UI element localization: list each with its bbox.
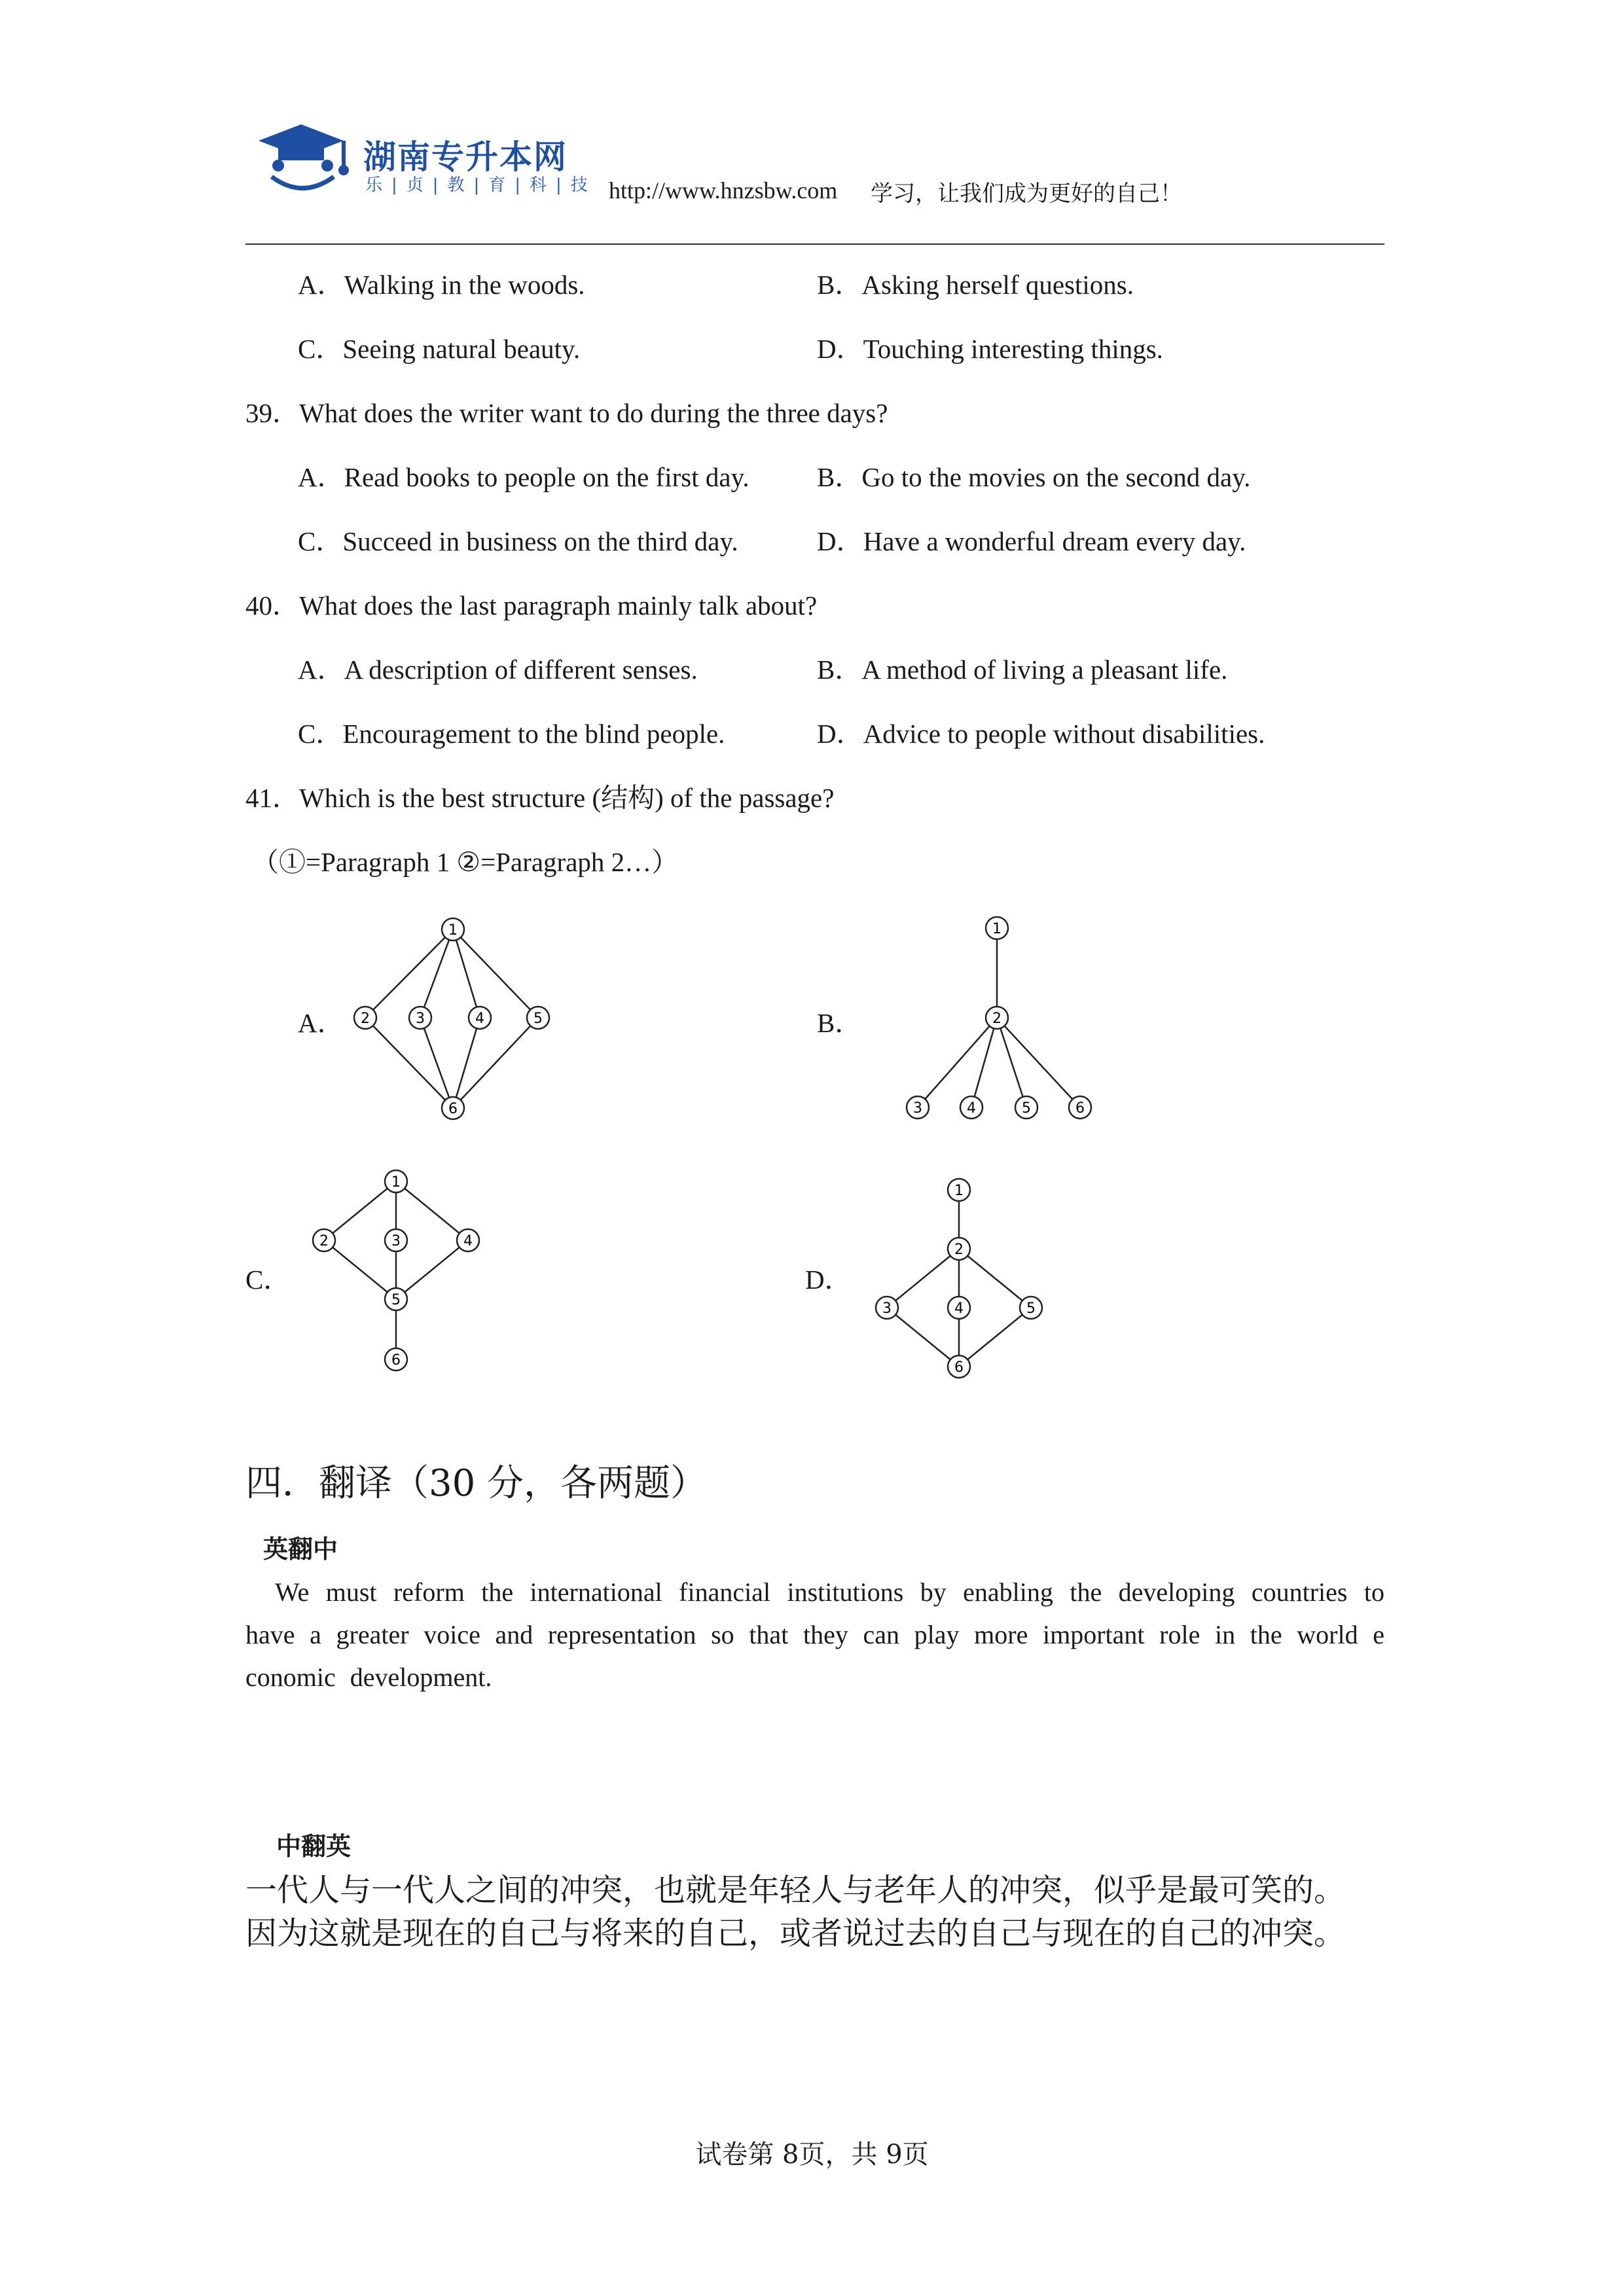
cn-to-en-line-2: 因为这就是现在的自己与将来的自己，或者说过去的自己与现在的自己的冲突。 (245, 1915, 1346, 1952)
cn-to-en-line-1: 一代人与一代人之间的冲突，也就是年轻人与老年人的冲突，似乎是最可笑的。 (245, 1872, 1346, 1909)
node-5 (1020, 1297, 1042, 1319)
node-4 (960, 1096, 983, 1119)
q41-label-b: B． (817, 1008, 862, 1038)
q38-option-d: D．Touching interesting things. (817, 334, 1163, 364)
node-1 (442, 918, 464, 941)
node-4 (457, 1229, 479, 1251)
en-to-cn-heading: 英翻中 (263, 1535, 338, 1564)
structure-diagram-d (857, 1172, 1054, 1394)
header-divider (245, 243, 1384, 245)
node-6 (385, 1348, 407, 1371)
svg-text:2: 2 (361, 1011, 370, 1027)
q40-option-a: A．A description of different senses. (298, 655, 698, 685)
node-3 (409, 1007, 431, 1029)
node-6 (948, 1355, 970, 1378)
svg-text:6: 6 (391, 1352, 401, 1369)
svg-text:3: 3 (416, 1011, 425, 1027)
page-footer: 试卷第 8页，共 9页 (695, 2140, 929, 2170)
section-title: 四．翻译（30 分，各两题） (245, 1462, 708, 1505)
svg-text:5: 5 (391, 1292, 401, 1308)
structure-diagram-b (897, 910, 1106, 1132)
q39-option-b: B．Go to the movies on the second day. (817, 462, 1251, 492)
q38-option-c: C．Seeing natural beauty. (298, 334, 581, 364)
svg-text:2: 2 (319, 1233, 329, 1249)
node-1 (948, 1179, 970, 1201)
svg-text:6: 6 (448, 1101, 458, 1117)
node-5 (385, 1288, 407, 1310)
logo-text: 湖南专升本网 (363, 138, 568, 176)
logo-subtitle: 乐|贞|教|育|科|技 (365, 175, 597, 195)
svg-text:4: 4 (463, 1233, 473, 1249)
q40-stem: 40．What does the last paragraph mainly talk about? (245, 590, 818, 620)
svg-text:4: 4 (954, 1300, 964, 1317)
svg-text:1: 1 (992, 921, 1001, 937)
node-2 (986, 1007, 1008, 1029)
node-6 (1069, 1096, 1091, 1119)
header-url: http://www.hnzsbw.com (609, 177, 838, 204)
svg-text:2: 2 (992, 1011, 1001, 1027)
q40-option-b: B．A method of living a pleasant life. (817, 655, 1228, 685)
node-5 (1015, 1096, 1038, 1119)
node-4 (948, 1297, 970, 1319)
node-2 (948, 1238, 970, 1260)
svg-text:4: 4 (475, 1011, 484, 1027)
node-1 (986, 917, 1008, 939)
node-3 (907, 1096, 929, 1119)
q38-option-b: B．Asking herself questions. (817, 270, 1134, 300)
svg-text:3: 3 (882, 1300, 892, 1317)
svg-text:3: 3 (391, 1233, 401, 1249)
q40-option-c: C．Encouragement to the blind people. (298, 719, 725, 749)
svg-text:5: 5 (533, 1011, 543, 1027)
structure-diagram-c (295, 1162, 491, 1384)
svg-text:5: 5 (1026, 1300, 1036, 1317)
svg-text:2: 2 (954, 1242, 964, 1258)
node-5 (527, 1007, 549, 1029)
node-3 (385, 1229, 407, 1251)
q39-option-c: C．Succeed in business on the third day. (298, 526, 738, 556)
q41-label-c: C． (245, 1265, 291, 1295)
q38-option-a: A．Walking in the woods. (298, 270, 585, 300)
svg-text:1: 1 (954, 1183, 964, 1199)
node-6 (442, 1097, 464, 1119)
svg-text:6: 6 (1075, 1100, 1085, 1117)
svg-text:6: 6 (954, 1359, 964, 1376)
cn-to-en-text (245, 1869, 1398, 1955)
svg-text:5: 5 (1022, 1100, 1031, 1117)
q41-label-d: D． (805, 1265, 852, 1295)
node-2 (354, 1007, 376, 1029)
structure-diagram-a (340, 910, 563, 1132)
svg-text:3: 3 (913, 1100, 922, 1117)
en-to-cn-text: We must reform the international financial institutions by enabling the developing countries to have a greater voice and representation so that they can play more important role in the world economic development. (245, 1577, 1384, 1692)
node-3 (876, 1297, 898, 1319)
q41-note: （①=Paragraph 1 ②=Paragraph 2…） (252, 847, 679, 877)
logo-icon (252, 121, 360, 196)
svg-text:1: 1 (448, 922, 458, 939)
svg-text:1: 1 (391, 1174, 401, 1191)
q41-stem: 41．Which is the best structure (结构) of the passage? (245, 783, 835, 813)
node-4 (469, 1007, 491, 1029)
cn-to-en-heading: 中翻英 (276, 1832, 352, 1861)
q39-option-d: D．Have a wonderful dream every day. (817, 526, 1246, 556)
q40-option-d: D．Advice to people without disabilities. (817, 719, 1265, 749)
node-1 (385, 1170, 407, 1193)
q39-stem: 39．What does the writer want to do during the three days? (245, 398, 888, 428)
header-slogan: 学习，让我们成为更好的自己！ (871, 181, 1182, 207)
q41-label-a: A． (298, 1008, 344, 1038)
node-2 (313, 1229, 335, 1251)
svg-text:4: 4 (967, 1100, 976, 1117)
q39-option-a: A．Read books to people on the first day. (298, 462, 749, 492)
